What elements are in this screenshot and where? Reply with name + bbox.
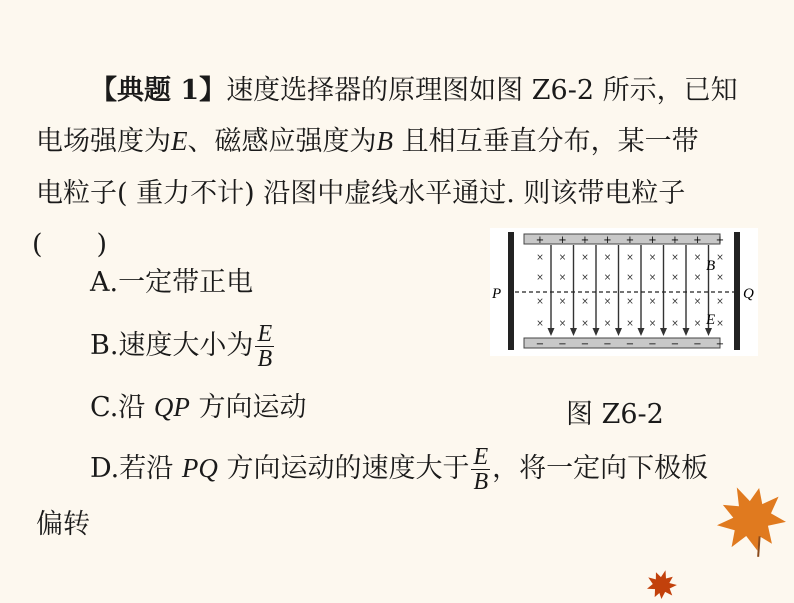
cross-mark: × — [603, 253, 612, 263]
question-line-1-text: 速度选择器的原理图如图 Z6-2 所示，已知 — [226, 75, 738, 106]
cross-mark: × — [648, 273, 657, 283]
var-b: B — [376, 126, 393, 156]
plus-sign: + — [625, 235, 635, 246]
right-side-plate — [734, 232, 740, 350]
minus-sign: − — [625, 339, 635, 350]
option-a: A.一定带正电 — [90, 267, 254, 298]
label-e: E — [706, 312, 716, 328]
minus-sign: − — [670, 339, 680, 350]
cross-mark: × — [536, 319, 544, 329]
fraction-e-over-b-2: $\frac{E}{B}$ — [473, 444, 489, 495]
cross-mark: × — [603, 297, 612, 307]
cross-mark: × — [716, 319, 724, 329]
figure-caption: 图 Z6-2 — [566, 399, 664, 430]
minus-sign: − — [648, 339, 657, 350]
plus-sign: + — [693, 235, 702, 246]
cross-mark: × — [626, 253, 634, 263]
cross-mark: × — [536, 273, 544, 283]
cross-mark: × — [581, 273, 589, 283]
cross-mark: × — [558, 319, 567, 329]
option-d: D.若沿 PQ 方向运动的速度大于 $\frac{E}{B}$ ，将一定向下极板 — [90, 444, 709, 495]
plus-sign: + — [715, 235, 725, 246]
minus-signs — [536, 339, 724, 350]
answer-parentheses: ( ) — [32, 229, 108, 260]
cross-mark: × — [671, 297, 679, 307]
left-side-plate — [508, 232, 514, 350]
plus-sign: + — [535, 235, 545, 246]
label-b: B — [706, 258, 716, 274]
cross-mark: × — [671, 319, 679, 329]
option-b: B.速度大小为 $\frac{E}{B}$ — [90, 321, 273, 372]
question-tag: 【典题 1】 — [90, 75, 227, 106]
cross-mark: × — [536, 253, 544, 263]
cross-mark: × — [716, 253, 724, 263]
question-line-2: 电场强度为E、磁感应强度为B 且相互垂直分布，某一带 — [36, 126, 699, 157]
fraction-e-over-b: $\frac{E}{B}$ — [257, 321, 273, 372]
cross-mark: × — [626, 273, 634, 283]
question-line-3: 电粒子( 重力不计) 沿图中虚线水平通过. 则该带电粒子 — [36, 178, 686, 209]
minus-sign: − — [693, 339, 702, 350]
cross-mark: × — [716, 273, 724, 283]
var-e: E — [171, 126, 188, 156]
top-plate — [524, 234, 720, 244]
cross-mark: × — [648, 253, 657, 263]
plus-sign: + — [648, 235, 657, 246]
option-d-line-2: 偏转 — [36, 509, 90, 540]
cross-mark: × — [693, 297, 702, 307]
cross-mark: × — [581, 297, 589, 307]
plus-signs — [536, 235, 724, 246]
cross-mark: × — [581, 319, 589, 329]
cross-mark: × — [581, 253, 589, 263]
cross-mark: × — [558, 273, 567, 283]
minus-sign: − — [580, 339, 590, 350]
label-p: P — [492, 286, 502, 302]
small-maple-leaf-icon — [644, 568, 678, 602]
cross-mark: × — [558, 297, 567, 307]
plus-sign: + — [670, 235, 680, 246]
cross-mark: × — [671, 273, 679, 283]
cross-mark: × — [626, 297, 634, 307]
cross-mark: × — [648, 297, 657, 307]
plus-sign: + — [558, 235, 567, 246]
cross-mark: × — [603, 319, 612, 329]
option-c: C.沿 QP 方向运动 — [90, 392, 307, 423]
question-line-1 — [90, 74, 738, 108]
maple-leaf-icon — [712, 480, 790, 558]
velocity-selector-diagram — [488, 228, 760, 356]
minus-sign: − — [535, 339, 545, 350]
minus-sign: − — [715, 339, 725, 350]
cross-mark: × — [558, 253, 567, 263]
minus-sign: − — [558, 339, 567, 350]
cross-mark: × — [693, 319, 702, 329]
bottom-plate — [524, 338, 720, 348]
minus-sign: − — [603, 339, 612, 350]
cross-mark: × — [671, 253, 679, 263]
label-q: Q — [743, 286, 754, 302]
cross-mark: × — [693, 273, 702, 283]
cross-mark: × — [716, 297, 724, 307]
plus-sign: + — [603, 235, 612, 246]
cross-mark: × — [603, 273, 612, 283]
cross-mark: × — [693, 253, 702, 263]
cross-mark: × — [648, 319, 657, 329]
plus-sign: + — [580, 235, 590, 246]
cross-mark: × — [536, 297, 544, 307]
cross-mark: × — [626, 319, 634, 329]
